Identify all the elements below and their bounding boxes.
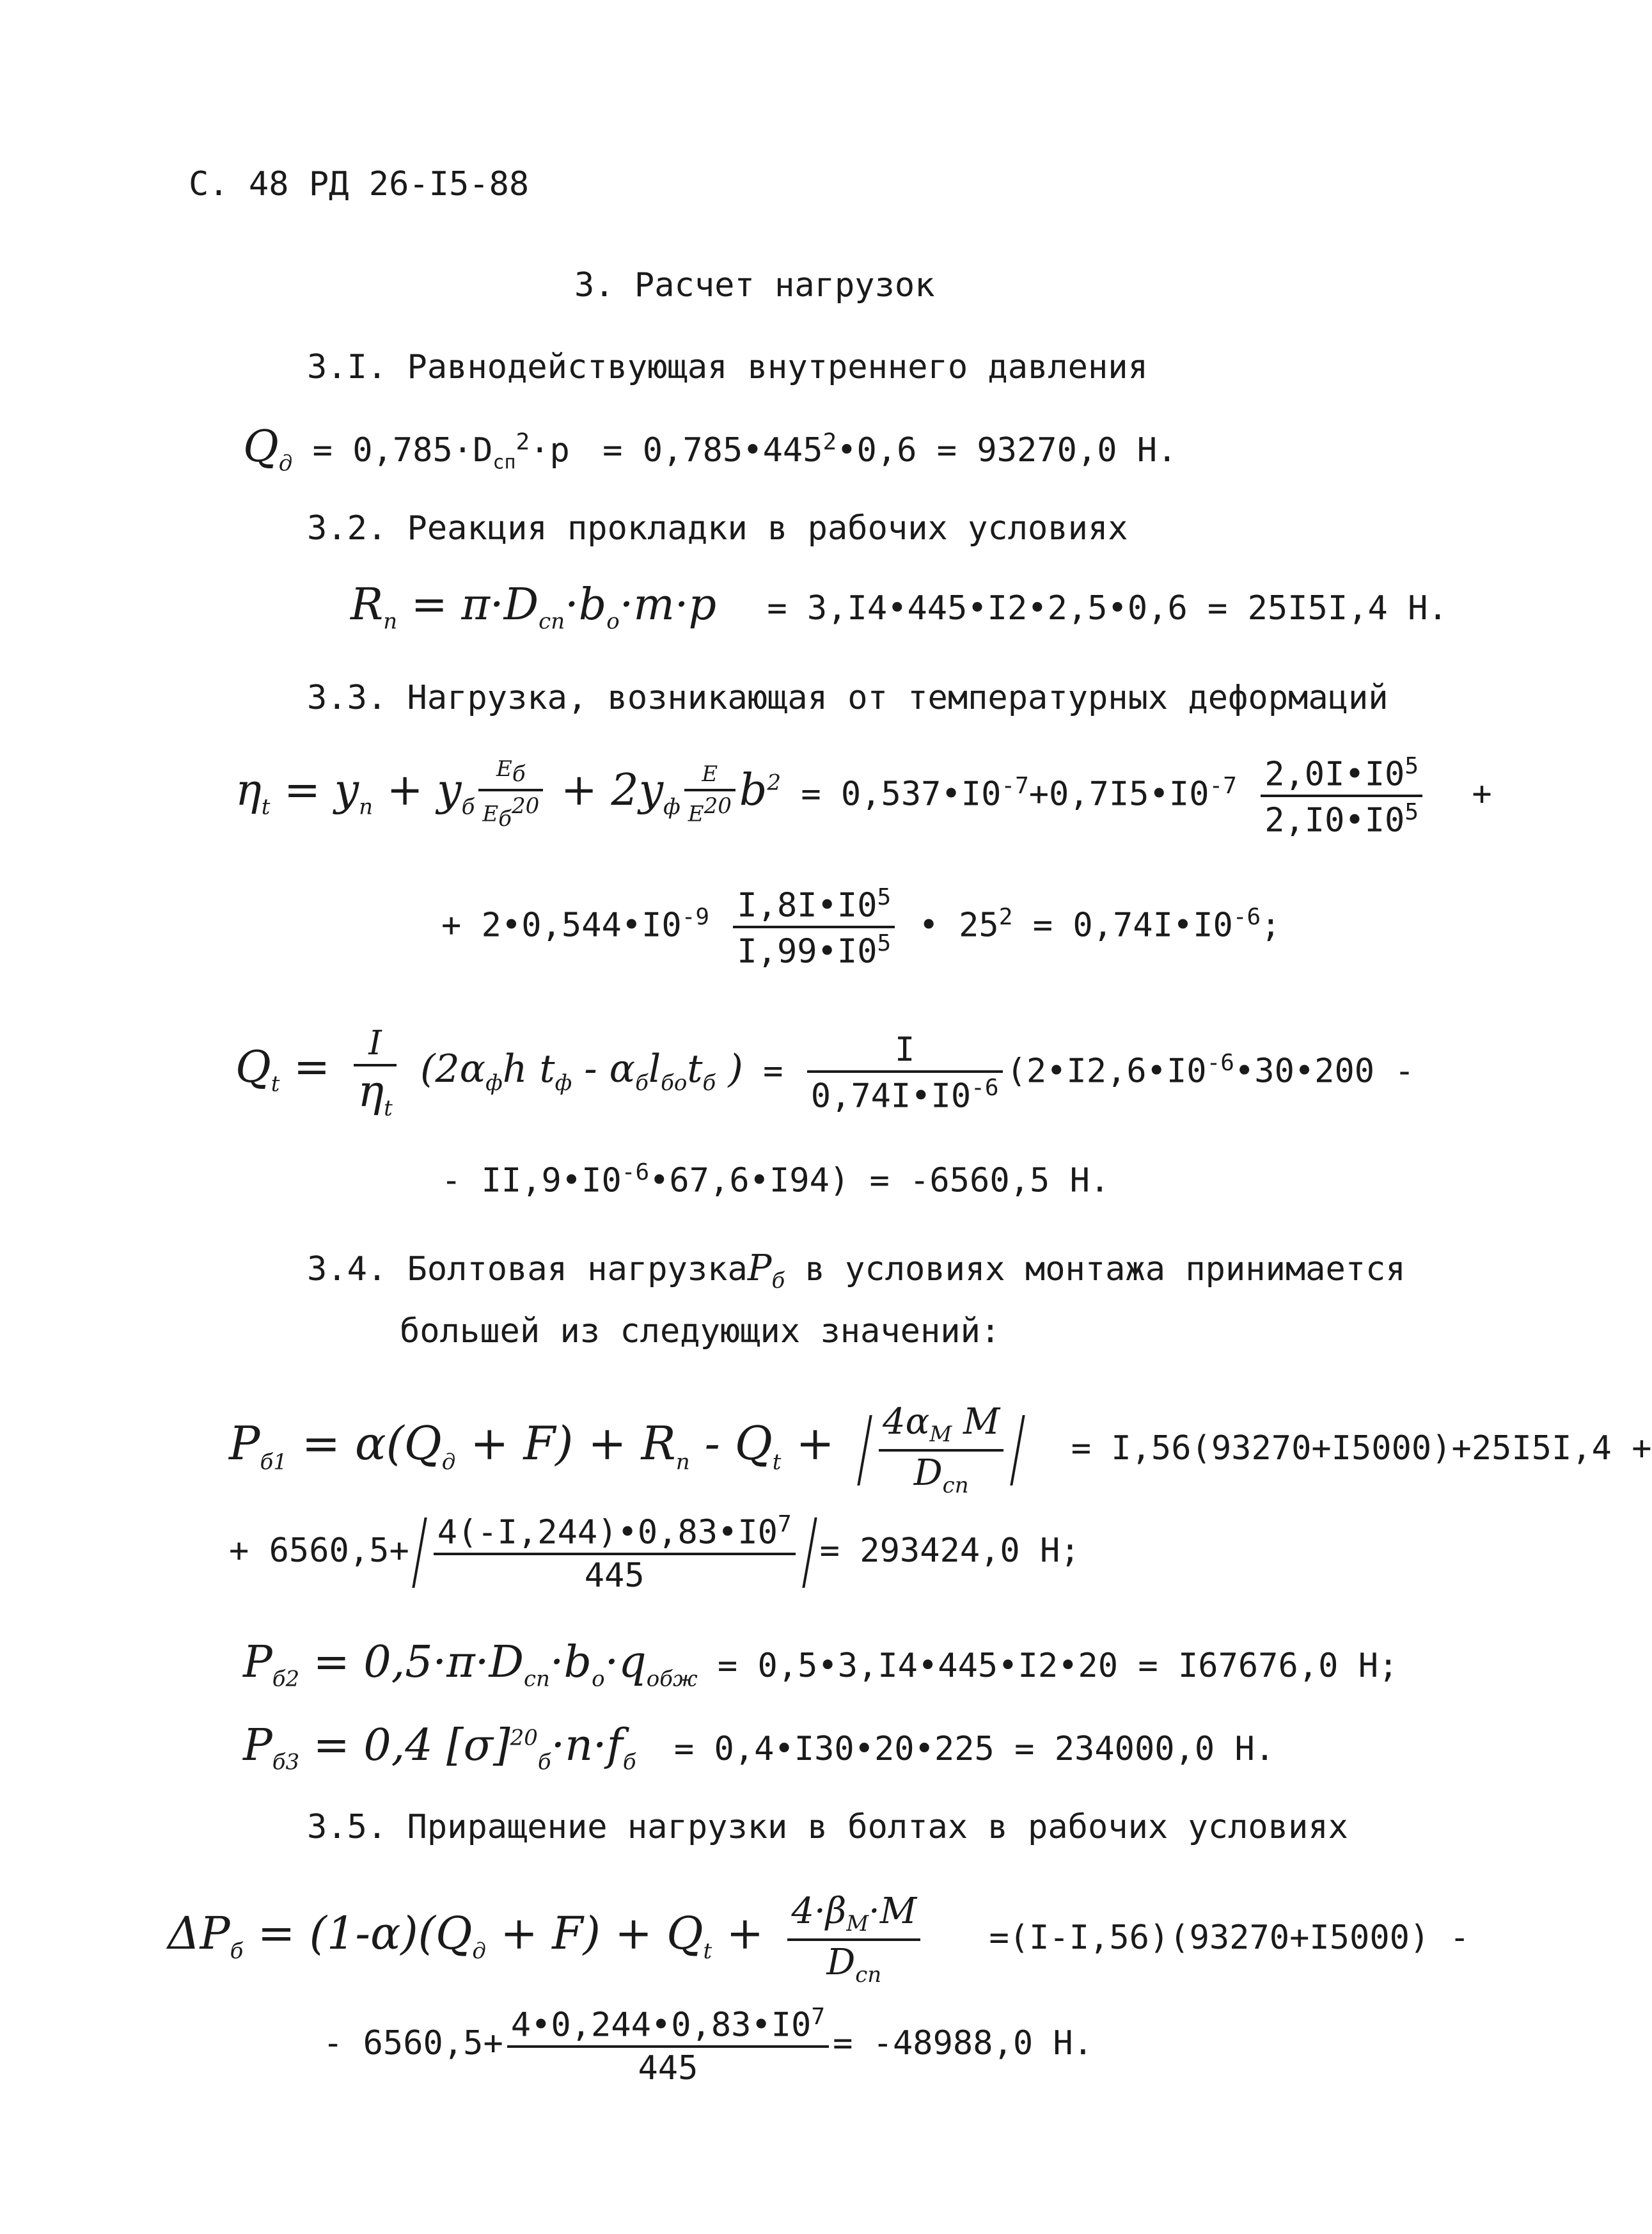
s34-p1-rhs: = I,56(93270+I5000)+25I5I,4 + bbox=[1071, 1429, 1652, 1468]
s35-frac2: $\frac{4•0,244•0,83•I0^7}{445}$ bbox=[507, 2006, 829, 2085]
s33-eta-line: $\eta_t = y_n + y_б$ $\frac{E_б}{E_б^{20}}$ + $2y_ф$ $\frac{E}{E^{20}}$ $b^2$ = $0,537•I0^{-7}+0,7I5•I0^{-7}$ $\frac{2,0I•I0^5}{2,I0•I0^5}$ + bbox=[235, 753, 1492, 840]
s33-qt-lhs: $Q_t$ = bbox=[235, 1042, 331, 1097]
s33-frac2: $\frac{I,8I•I0^5}{I,99•I0^5}$ bbox=[733, 886, 895, 969]
s32-rhs: = 3,I4•445•I2•2,5•0,6 = 25I5I,4 Н. bbox=[767, 589, 1448, 628]
s33-qt-frac2: $\frac{I}{0,74I•I0^{-6}}$ bbox=[807, 1033, 1003, 1113]
s35-line bbox=[168, 1890, 1470, 1988]
s33-eta-formula: $\eta_t = y_n + y_б$ $\frac{E_б}{E_б^{20}}$ + $2y_ф$ $\frac{E}{E^{20}}$ $b^2$ bbox=[235, 756, 781, 832]
s34-p1-frac: $\frac{4\alpha_M M}{D_{сп}}$ bbox=[879, 1404, 1003, 1496]
s34-p2-line bbox=[243, 1637, 1399, 1692]
s34-p3-line bbox=[243, 1720, 1275, 1775]
s33-eta-line2: + $2•0,544•I0^{-9}$ $\frac{I,8I•I0^5}{I,99•I0^5}$ • $25^2$ = $0,74I•I0^{-6}$; bbox=[441, 884, 1281, 971]
s32-heading: 3.2. Реакция прокладки в рабочих условиях bbox=[307, 509, 1128, 548]
s31-formula: = 0,785·D bbox=[312, 431, 493, 470]
s34-p2-formula: $P_{б2} = 0,5\cdot\pi\cdot D_{сп}\cdot b_о\cdot q_{обж}$ bbox=[243, 1637, 698, 1692]
s31-heading: 3.I. Равнодействующая внутреннего давления bbox=[307, 348, 1148, 386]
section-title: 3. Расчет нагрузок bbox=[574, 266, 935, 305]
s31-lhs: $Q_д$ bbox=[243, 422, 293, 477]
s33-rhs1: = 0,537•I0 bbox=[801, 775, 1002, 814]
s33-qt-line2: - $II,9•I0^{-6}•67,6•I94) = -6560,5$ Н. bbox=[441, 1159, 1110, 1200]
s34-heading1: 3.4. Болтовая нагрузкаP$_б$ в условиях монтажа принимается bbox=[307, 1248, 1406, 1294]
s34-p3-formula: $P_{б3} = 0,4$ $[\sigma]^{20}_б\cdot n\cdot f_б$ bbox=[243, 1720, 636, 1775]
s34-p1-frac2: $\frac{4(-I,244)•0,83•I0^7}{445}$ bbox=[434, 1513, 796, 1592]
s34-p1-line2: + 6560,5+ $\frac{4(-I,244)•0,83•I0^7}{445}$ = 293424,0 Н; bbox=[229, 1511, 1080, 1596]
s33-frac1: $\frac{2,0I•I0^5}{2,I0•I0^5}$ bbox=[1261, 755, 1422, 837]
s35-formula: $\Delta P_б = (1-\alpha)(Q_д + F) + Q_t$ + bbox=[168, 1907, 764, 1965]
s34-p1-line bbox=[229, 1401, 1652, 1499]
s35-frac: $\frac{4\cdot\beta_M\cdot M}{D_{сп}}$ bbox=[787, 1894, 920, 1986]
s34-p3-rhs: = 0,4•I30•20•225 = 234000,0 Н. bbox=[673, 1730, 1275, 1768]
s33-plus: + bbox=[1472, 775, 1492, 814]
s32-formula-line bbox=[350, 580, 1448, 635]
s34-p2-rhs: = 0,5•3,I4•445•I2•20 = I67676,0 Н; bbox=[717, 1647, 1399, 1685]
s31-rhs-tail: •0,6 = 93270,0 Н. bbox=[837, 431, 1177, 470]
s33-heading: 3.3. Нагрузка, возникающая от температурных деформаций bbox=[307, 679, 1388, 717]
s34-heading2: большей из следующих значений: bbox=[400, 1312, 1001, 1351]
s31-rhs: = 0,785•445 bbox=[602, 431, 823, 470]
s31-formula-line: $Q_д = 0,785\cdot D_{сп}^2\cdot p$ = $0,785•445^2•0,6 = 93270,0$ Н. bbox=[243, 422, 1177, 477]
s35-line2: - 6560,5+ $\frac{4•0,244•0,83•I0^7}{445}$ = -48988,0 Н. bbox=[323, 2004, 1094, 2088]
s33-qt-paren: ($2\alpha_фh$ $t_ф - \alpha_бl_{бо}t_б$ ) bbox=[420, 1047, 743, 1097]
s32-formula: $R_n = \pi\cdot D_{сп}\cdot b_о\cdot m\cdot p$ bbox=[350, 580, 716, 635]
s34-p1-formula: $P_{б1} = \alpha(Q_д + F) + R_n - Q_t$ + bbox=[229, 1416, 835, 1475]
s31-rhs-exp: 2 bbox=[822, 429, 837, 456]
s33-qt-line: $Q_t$ = $\frac{I}{\eta_t}$ ($2\alpha_фh$ $t_ф - \alpha_бl_{бо}t_б$ ) = $\frac{I}{0,74I•I0^{-6}}$ ($2•I2,6•I0^{-6}•30•200$ - bbox=[235, 1024, 1415, 1121]
s33-rhs1b: +0,7I5•I0 bbox=[1028, 775, 1209, 814]
s31-formula-tail: ·p bbox=[530, 431, 570, 470]
s33-qt-frac: $\frac{I}{\eta_t}$ bbox=[354, 1027, 396, 1120]
s35-heading: 3.5. Приращение нагрузки в болтах в рабочих условиях bbox=[307, 1808, 1348, 1846]
s35-rhs: =(I-I,56)(93270+I5000) - bbox=[989, 1919, 1470, 1958]
page-header: С. 48 РД 26-I5-88 bbox=[189, 165, 530, 203]
